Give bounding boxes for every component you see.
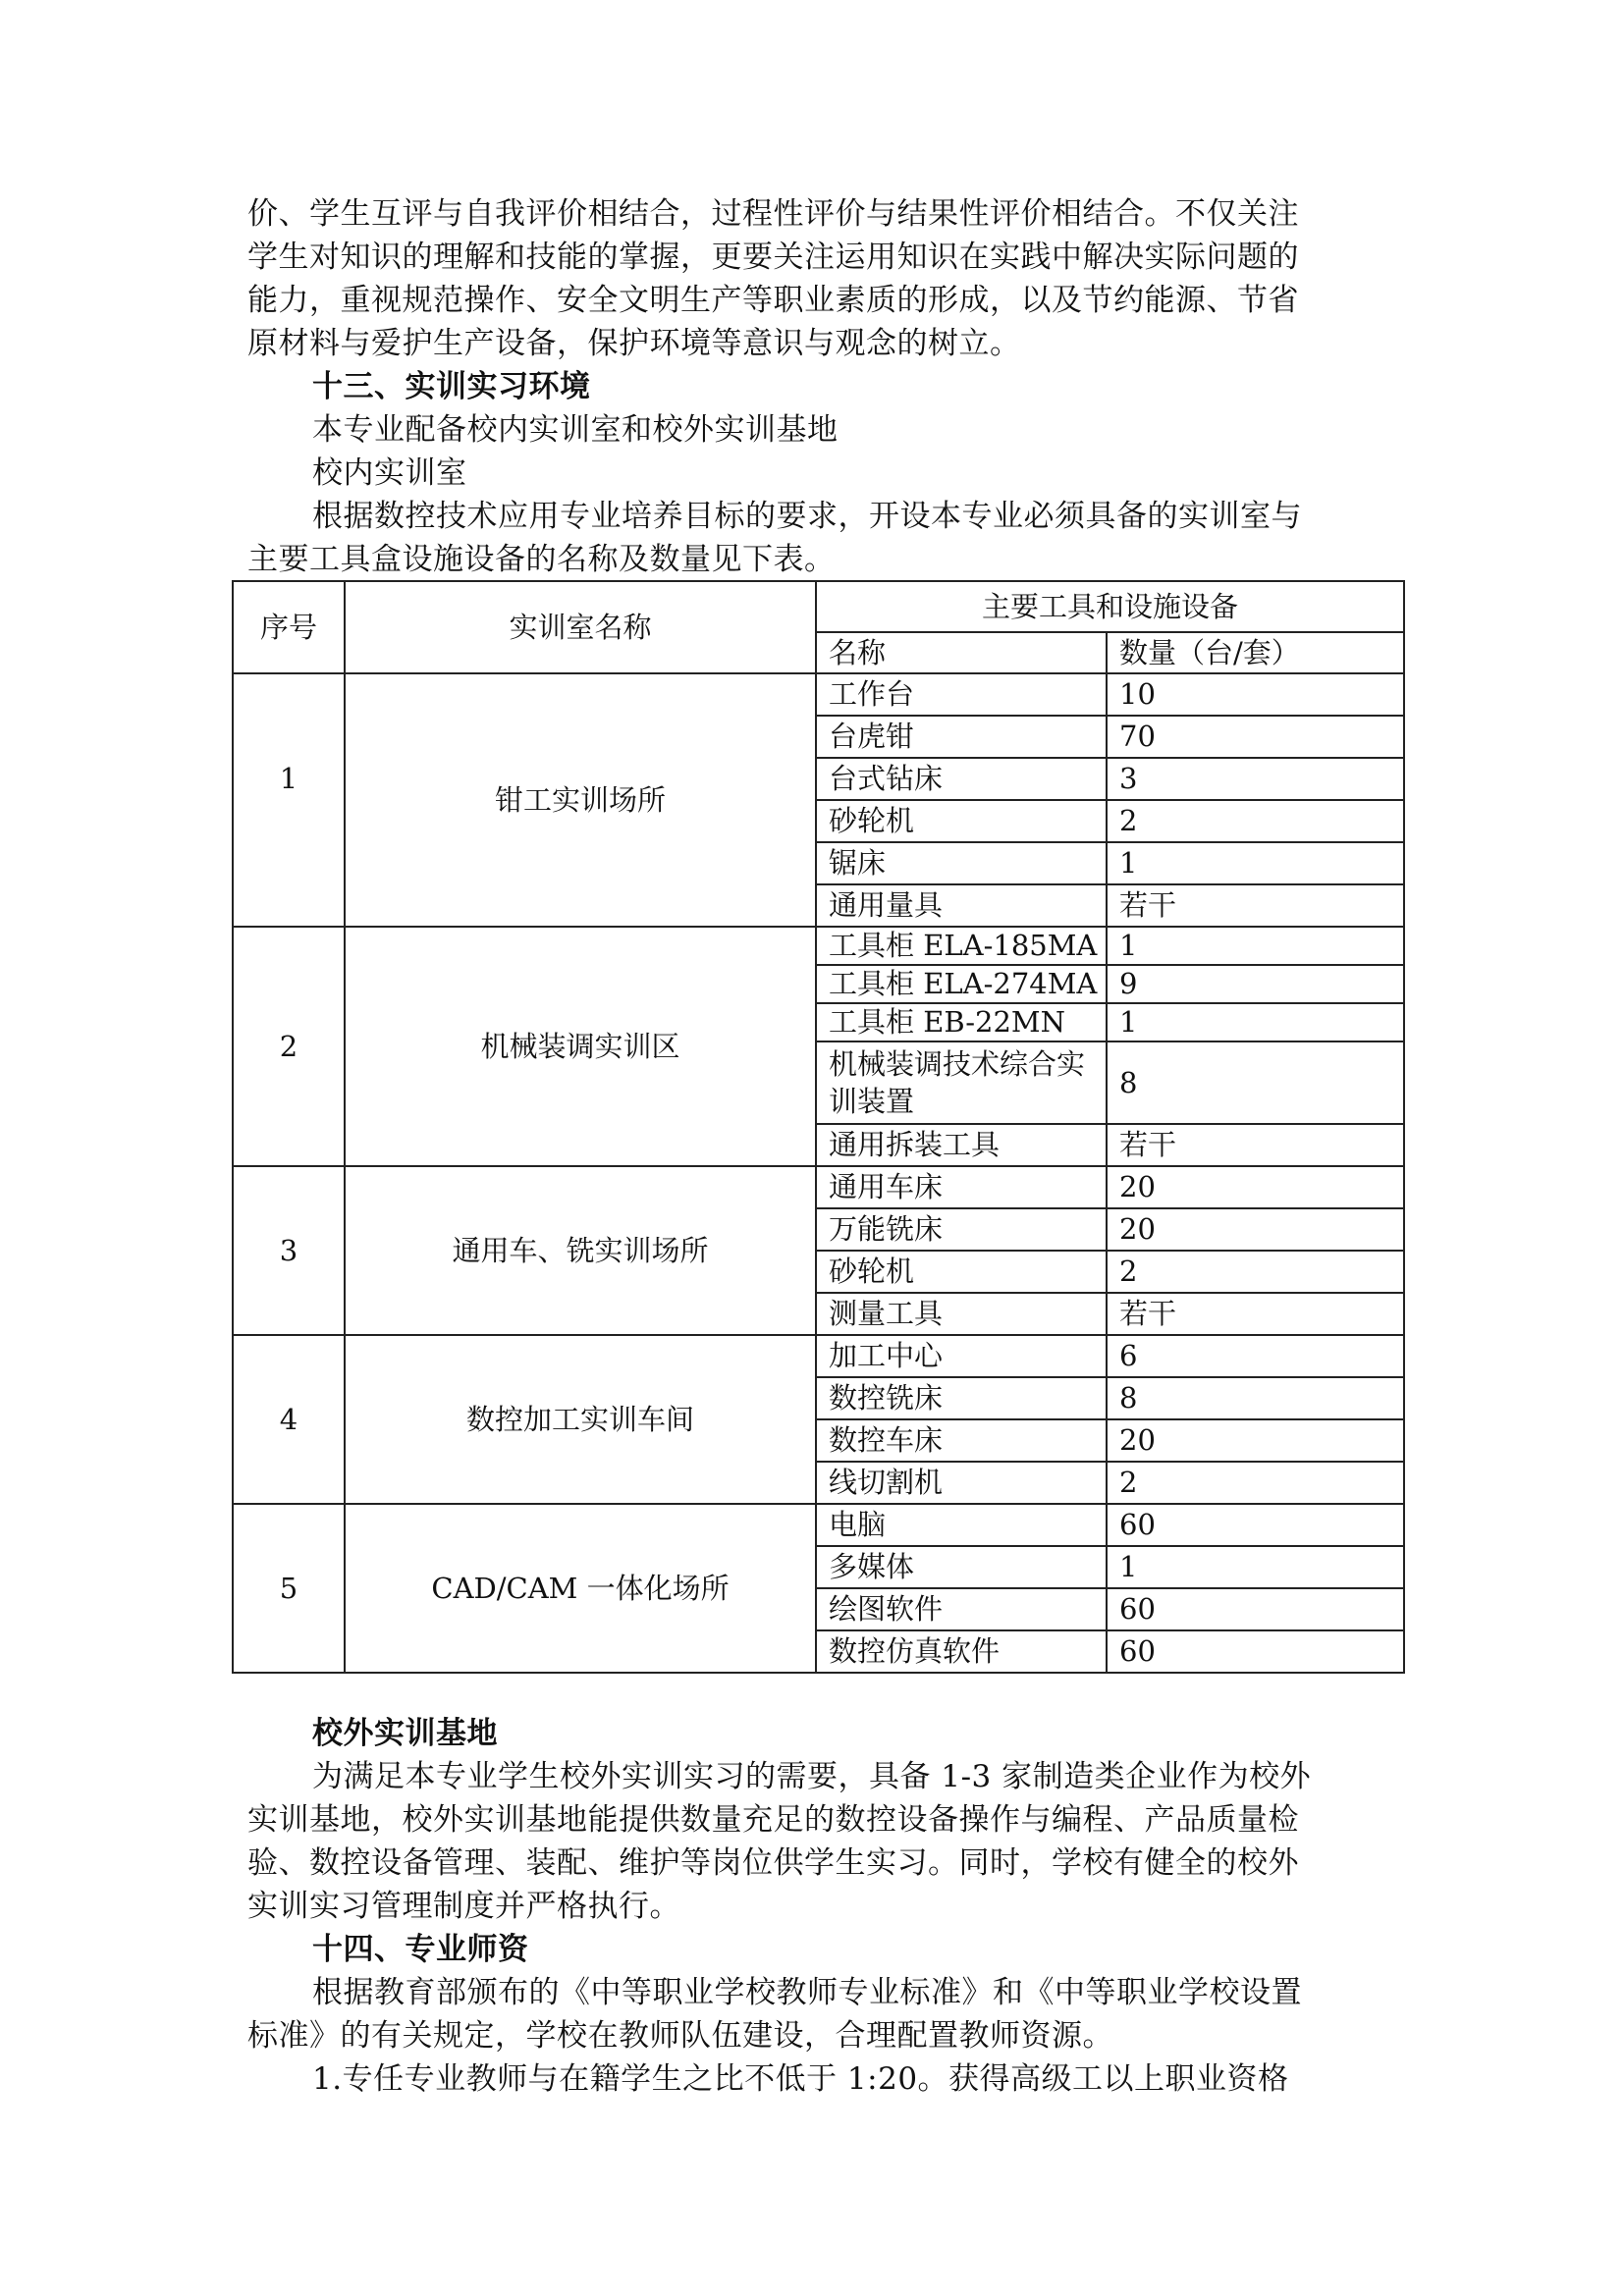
header-room-name: 实训室名称: [345, 581, 816, 673]
table-row: [233, 927, 1404, 965]
room-name: 通用车、铣实训场所: [345, 1166, 816, 1335]
text-line: 根据数控技术应用专业培养目标的要求，开设本专业必须具备的实训室与: [312, 499, 1302, 534]
text-line: 价、学生互评与自我评价相结合，过程性评价与结果性评价相结合。不仅关注: [247, 196, 1299, 232]
text-line: 能力，重视规范操作、安全文明生产等职业素质的形成，以及节约能源、节省: [247, 283, 1299, 318]
item-name: 砂轮机: [816, 800, 1107, 842]
item-name: 砂轮机: [816, 1251, 1107, 1293]
item-qty: 20: [1107, 1166, 1404, 1208]
header-equipment-group: 主要工具和设施设备: [816, 581, 1404, 632]
item-qty: 若干: [1107, 1124, 1404, 1166]
table-header-row: [233, 581, 1404, 632]
item-name: 数控铣床: [816, 1377, 1107, 1419]
item-name: 绘图软件: [816, 1588, 1107, 1630]
room-name: 钳工实训场所: [345, 673, 816, 927]
item-name: 台式钻床: [816, 758, 1107, 800]
table-row: [233, 673, 1404, 716]
room-name: 数控加工实训车间: [345, 1335, 816, 1504]
item-name: 万能铣床: [816, 1208, 1107, 1251]
item-qty: 9: [1107, 965, 1404, 1003]
item-name: 加工中心: [816, 1335, 1107, 1377]
room-seq: 2: [233, 927, 345, 1166]
item-qty: 6: [1107, 1335, 1404, 1377]
item-qty: 8: [1107, 1041, 1404, 1124]
text-line: 验、数控设备管理、装配、维护等岗位供学生实习。同时，学校有健全的校外: [247, 1845, 1299, 1881]
item-name: 锯床: [816, 842, 1107, 884]
item-name: 多媒体: [816, 1546, 1107, 1588]
table-row: [233, 1335, 1404, 1377]
text-line: 根据教育部颁布的《中等职业学校教师专业标准》和《中等职业学校设置: [312, 1975, 1302, 2010]
item-qty: 2: [1107, 1462, 1404, 1504]
item-name: 线切割机: [816, 1462, 1107, 1504]
item-qty: 1: [1107, 842, 1404, 884]
item-name: 通用量具: [816, 884, 1107, 927]
item-name: 数控车床: [816, 1419, 1107, 1462]
item-name: 机械装调技术综合实训装置: [816, 1041, 1107, 1124]
item-name: 工具柜 ELA-185MA: [816, 927, 1107, 965]
equipment-table: [232, 580, 1405, 1674]
room-seq: [233, 673, 345, 927]
item-name: 工具柜 EB-22MN: [816, 1003, 1107, 1041]
item-qty: 70: [1107, 716, 1404, 758]
section-heading-13: 十三、实训实习环境: [312, 369, 591, 404]
item-name: 测量工具: [816, 1293, 1107, 1335]
item-qty: 2: [1107, 1251, 1404, 1293]
item-qty: 60: [1107, 1588, 1404, 1630]
text-line: 学生对知识的理解和技能的掌握，更要关注运用知识在实践中解决实际问题的: [247, 240, 1299, 275]
item-name: 电脑: [816, 1504, 1107, 1546]
item-qty: 1: [1107, 927, 1404, 965]
item-qty: 若干: [1107, 1293, 1404, 1335]
subheading-internal-training: 校内实训室: [312, 455, 467, 491]
room-name: 机械装调实训区: [345, 927, 816, 1166]
item-qty: 10: [1107, 673, 1404, 716]
text-line: 实训实习管理制度并严格执行。: [247, 1889, 680, 1924]
room-seq: 3: [233, 1166, 345, 1335]
room-seq-text: 1: [279, 761, 298, 795]
text-line: 实训基地，校外实训基地能提供数量充足的数控设备操作与编程、产品质量检: [247, 1802, 1299, 1838]
subheading-external-training: 校外实训基地: [312, 1716, 498, 1751]
item-qty: 60: [1107, 1630, 1404, 1673]
table-row: [233, 1166, 1404, 1208]
table-row: [233, 1504, 1404, 1546]
text-line: 为满足本专业学生校外实训实习的需要，具备 1-3 家制造类企业作为校外: [312, 1759, 1312, 1794]
item-name: 通用车床: [816, 1166, 1107, 1208]
item-name: 工作台: [816, 673, 1107, 716]
room-seq: 4: [233, 1335, 345, 1504]
item-name: 通用拆装工具: [816, 1124, 1107, 1166]
item-name: 台虎钳: [816, 716, 1107, 758]
text-line: 原材料与爱护生产设备，保护环境等意识与观念的树立。: [247, 326, 1021, 361]
item-name: 工具柜 ELA-274MA: [816, 965, 1107, 1003]
header-quantity: 数量（台/套）: [1107, 632, 1404, 673]
section-heading-14: 十四、专业师资: [312, 1932, 529, 1967]
item-qty: 20: [1107, 1208, 1404, 1251]
item-qty: 8: [1107, 1377, 1404, 1419]
section-summary: 本专业配备校内实训室和校外实训基地: [312, 412, 839, 448]
item-qty: 1: [1107, 1003, 1404, 1041]
item-qty: 2: [1107, 800, 1404, 842]
item-qty: 若干: [1107, 884, 1404, 927]
text-line: 标准》的有关规定，学校在教师队伍建设，合理配置教师资源。: [247, 2018, 1113, 2054]
room-name: CAD/CAM 一体化场所: [345, 1504, 816, 1673]
header-seq: 序号: [233, 581, 345, 673]
text-line: 主要工具盒设施设备的名称及数量见下表。: [247, 542, 836, 577]
item-qty: 3: [1107, 758, 1404, 800]
room-seq: 5: [233, 1504, 345, 1673]
item-qty: 60: [1107, 1504, 1404, 1546]
item-qty: 1: [1107, 1546, 1404, 1588]
item-qty: 20: [1107, 1419, 1404, 1462]
faculty-item-1: 1.专任专业教师与在籍学生之比不低于 1:20。获得高级工以上职业资格: [312, 2061, 1289, 2097]
header-item-name: 名称: [816, 632, 1107, 673]
item-name: 数控仿真软件: [816, 1630, 1107, 1673]
